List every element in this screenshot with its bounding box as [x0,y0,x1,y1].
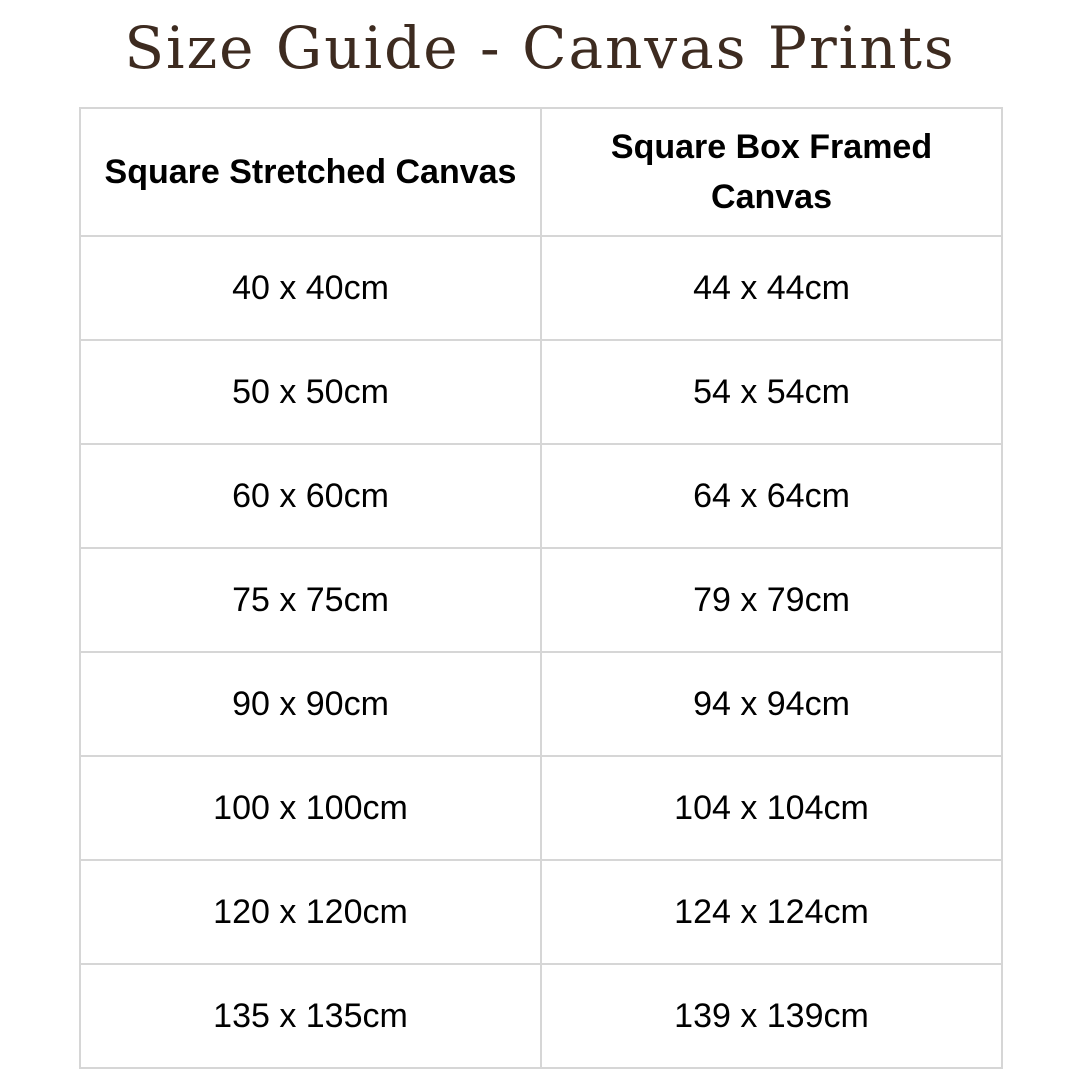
table-row [80,340,1002,444]
framed-size-cell: 139 x 139cm [541,964,1002,1068]
table-row [80,652,1002,756]
table-row [80,548,1002,652]
stretched-size-cell: 90 x 90cm [80,652,541,756]
stretched-size-cell: 120 x 120cm [80,860,541,964]
size-guide-table [79,107,1003,1069]
framed-size-cell: 104 x 104cm [541,756,1002,860]
stretched-size-cell: 60 x 60cm [80,444,541,548]
table-row [80,756,1002,860]
stretched-size-cell: 50 x 50cm [80,340,541,444]
framed-size-cell: 54 x 54cm [541,340,1002,444]
framed-size-cell: 44 x 44cm [541,236,1002,340]
page-title: Size Guide - Canvas Prints [124,14,956,82]
framed-size-cell: 79 x 79cm [541,548,1002,652]
stretched-size-cell: 75 x 75cm [80,548,541,652]
stretched-size-cell: 40 x 40cm [80,236,541,340]
table-header-row [80,108,1002,236]
table-row [80,236,1002,340]
framed-size-cell: 124 x 124cm [541,860,1002,964]
stretched-size-cell: 135 x 135cm [80,964,541,1068]
table-row [80,860,1002,964]
framed-size-cell: 94 x 94cm [541,652,1002,756]
table-row [80,964,1002,1068]
table-row [80,444,1002,548]
framed-size-cell: 64 x 64cm [541,444,1002,548]
header-stretched-canvas: Square Stretched Canvas [80,108,541,236]
stretched-size-cell: 100 x 100cm [80,756,541,860]
header-box-framed-canvas: Square Box Framed Canvas [541,108,1002,236]
